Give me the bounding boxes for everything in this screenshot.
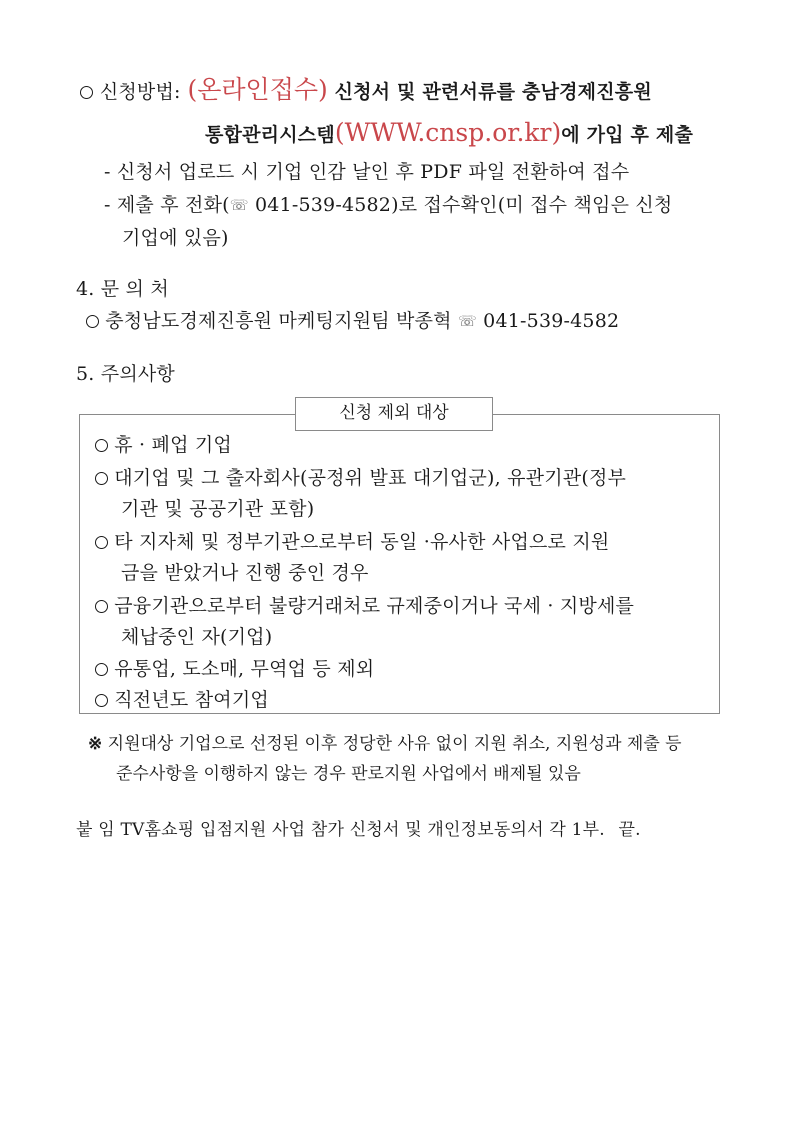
exclusion-item-5 [95, 657, 374, 681]
note-phone-suffix: )로 접수확인(미 접수 책임은 신청 [391, 194, 673, 216]
submit-instruction: 에 가입 후 제출 [561, 124, 694, 146]
contact-line [86, 309, 619, 333]
phone-icon: ☏ [229, 196, 249, 214]
circle-bullet-icon [95, 694, 108, 707]
note-upload-text: 신청서 업로드 시 기업 인감 날인 후 PDF 파일 전환하여 접수 [116, 161, 630, 183]
attachment-text: TV홈쇼핑 입점지원 사업 참가 신청서 및 개인정보동의서 각 1부. [120, 820, 605, 840]
exclusion-item-2 [95, 466, 626, 490]
note-text: 지원대상 기업으로 선정된 이후 정당한 사유 없이 지원 취소, 지원성과 제출 등 [107, 734, 682, 754]
reference-mark-icon: ※ [88, 734, 103, 754]
attachment-label: 붙 임 [76, 820, 115, 840]
exclusion-item-4 [95, 594, 634, 618]
contact-phone: 041-539-4582 [483, 310, 620, 332]
exclusion-item-2-cont: 기관 및 공공기관 포함) [121, 498, 315, 520]
circle-bullet-icon [95, 663, 108, 676]
end-mark: 끝. [618, 820, 641, 840]
circle-bullet-icon [95, 439, 108, 452]
exclusion-note-line2: 준수사항을 이행하지 않는 경우 판로지원 사업에서 배제될 있음 [116, 764, 581, 784]
phone-number: 041-539-4582 [254, 194, 392, 216]
circle-bullet-icon [95, 472, 108, 485]
application-method-label: 신청방법: [99, 81, 181, 103]
section-4-heading: 4. 문 의 처 [76, 278, 169, 300]
circle-bullet-icon [95, 600, 108, 613]
exclusion-item-text: 타 지자체 및 정부기관으로부터 동일 ·유사한 사업으로 지원 [114, 531, 610, 553]
exclusion-item-3-cont: 금을 받았거나 진행 중인 경우 [121, 562, 369, 584]
note-upload [104, 160, 629, 184]
exclusion-item-3 [95, 530, 609, 554]
system-url-link[interactable]: (WWW.cnsp.or.kr) [334, 118, 562, 147]
dash-bullet: - [104, 161, 111, 183]
system-name: 통합관리시스템 [205, 124, 335, 146]
exclusion-item-1 [95, 433, 232, 457]
circle-bullet-icon [80, 86, 93, 99]
exclusion-item-4-cont: 체납중인 자(기업) [121, 626, 273, 648]
circle-bullet-icon [86, 315, 99, 328]
exclusion-box-title: 신청 제외 대상 [295, 397, 493, 431]
exclusion-item-text: 휴 · 폐업 기업 [114, 434, 232, 456]
application-method-line1 [80, 75, 652, 104]
exclusion-note-line1 [88, 733, 682, 755]
attachment-line [76, 818, 641, 842]
exclusion-item-text: 금융기관으로부터 불량거래처로 규제중이거나 국세 · 지방세를 [114, 595, 635, 617]
exclusion-item-text: 직전년도 참여기업 [114, 689, 269, 711]
phone-icon: ☏ [457, 312, 477, 330]
exclusion-item-text: 유통업, 도소매, 무역업 등 제외 [114, 658, 375, 680]
exclusion-item-text: 대기업 및 그 출자회사(공정위 발표 대기업군), 유관기관(정부 [114, 467, 627, 489]
application-method-line2 [205, 118, 694, 147]
note-phone-confirm [104, 193, 672, 217]
application-method-text: 신청서 및 관련서류를 충남경제진흥원 [334, 81, 652, 103]
note-phone-continuation: 기업에 있음) [122, 227, 229, 249]
online-submission-highlight: (온라인접수) [187, 75, 328, 104]
exclusion-item-6 [95, 688, 269, 712]
circle-bullet-icon [95, 536, 108, 549]
note-phone-prefix: 제출 후 전화( [116, 194, 230, 216]
dash-bullet: - [104, 194, 111, 216]
section-5-heading: 5. 주의사항 [76, 363, 175, 385]
contact-text: 충청남도경제진흥원 마케팅지원팀 박종혁 [105, 310, 452, 332]
